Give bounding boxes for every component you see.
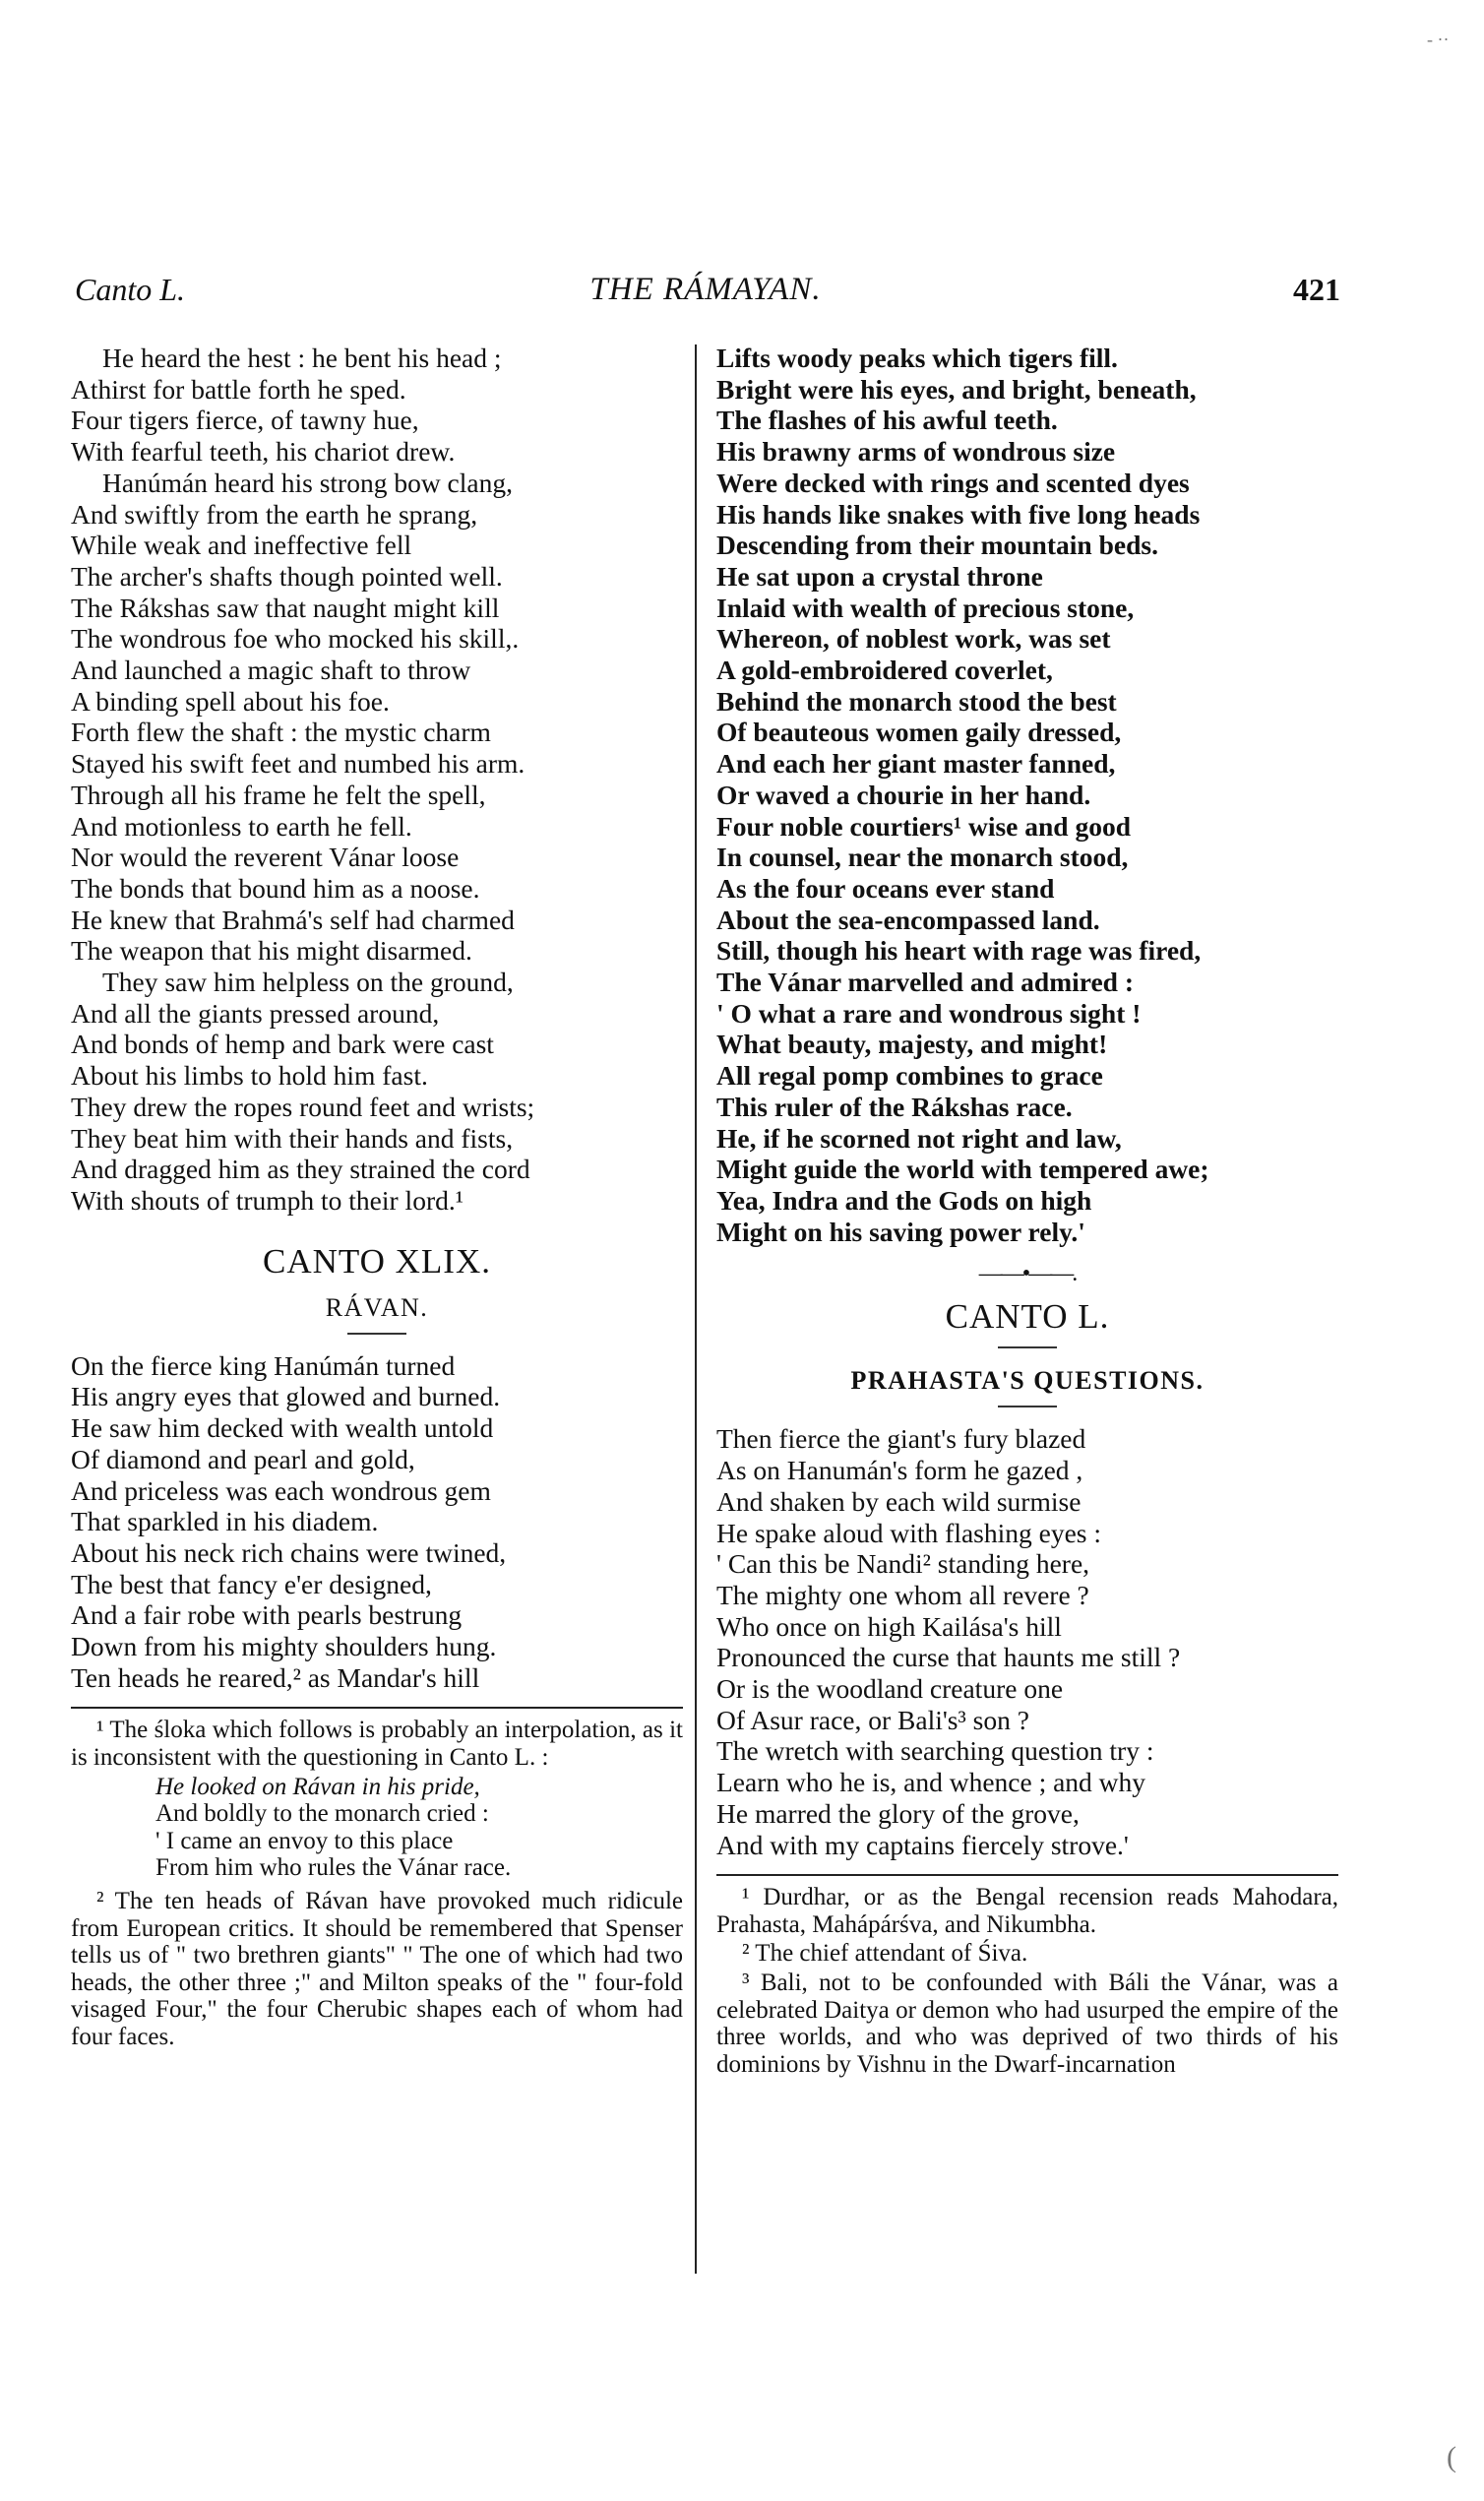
- verse-line: His hands like snakes with five long heads: [716, 498, 1201, 530]
- title-rule: [998, 1346, 1057, 1348]
- header-canto-label: Canto L.: [75, 272, 186, 307]
- footnote-1-quote-line: He looked on Rávan in his pride,: [155, 1773, 480, 1800]
- verse-line: ' Can this be Nandi² standing here,: [716, 1548, 1090, 1580]
- verse-line: He spake aloud with flashing eyes :: [716, 1517, 1102, 1548]
- canto-49-title: CANTO XLIX.: [262, 1241, 491, 1281]
- running-header: [71, 272, 1340, 321]
- verse-line: Then fierce the giant's fury blazed: [716, 1423, 1086, 1455]
- verse-line: And all the giants pressed around,: [71, 997, 440, 1029]
- verse-line: Four noble courtiers¹ wise and good: [716, 810, 1132, 842]
- verse-line: Yea, Indra and the Gods on high: [716, 1184, 1092, 1216]
- footnotes-right: [716, 1884, 1338, 2078]
- canto-49-subtitle: RÁVAN.: [325, 1292, 429, 1322]
- verse-block-canto-49-cont: [716, 343, 1338, 1247]
- verse-block-canto-50: [716, 1423, 1338, 1860]
- header-book-title: THE RÁMAYAN.: [589, 272, 822, 307]
- verse-line: Behind the monarch stood the best: [716, 685, 1117, 717]
- verse-line: Nor would the reverent Vánar loose: [71, 842, 460, 873]
- verse-line: Learn who he is, and whence ; and why: [716, 1767, 1146, 1798]
- verse-line: As on Hanumán's form he gazed ,: [716, 1455, 1083, 1486]
- verse-line: And a fair robe with pearls bestrung: [71, 1599, 463, 1631]
- verse-line: Might on his saving power rely.': [716, 1216, 1085, 1247]
- verse-line: And motionless to earth he fell.: [71, 810, 412, 842]
- verse-line: And each her giant master fanned,: [716, 748, 1116, 780]
- left-column: [71, 343, 683, 2053]
- verse-line: His angry eyes that glowed and burned.: [71, 1381, 501, 1412]
- footnote-2: ² The chief attendant of Śiva.: [742, 1940, 1028, 1968]
- verse-line: Inlaid with wealth of precious stone,: [716, 592, 1135, 623]
- verse-line: Or waved a chourie in her hand.: [716, 779, 1091, 810]
- footnote-1-quote-line: ' I came an envoy to this place: [155, 1827, 454, 1854]
- verse-line: The flashes of his awful teeth.: [716, 405, 1058, 436]
- verse-line: Hanúmán heard his strong bow clang,: [102, 467, 513, 498]
- page-number: 421: [1293, 272, 1340, 307]
- verse-line: The best that fancy e'er designed,: [71, 1568, 432, 1599]
- footnote-1: ¹ Durdhar, or as the Bengal recension reads Mahodara, Prahasta, Mahápárśva, and Nikumbha.: [716, 1884, 1338, 1938]
- verse-line: That sparkled in his diadem.: [71, 1506, 379, 1537]
- scan-mark: - ··: [1427, 30, 1450, 49]
- verse-line: They saw him helpless on the ground,: [102, 967, 514, 998]
- verse-line: The Vánar marvelled and admired :: [716, 967, 1134, 998]
- verse-line: Four tigers fierce, of tawny hue,: [71, 405, 419, 436]
- verse-line: The Rákshas saw that naught might kill: [71, 592, 500, 623]
- verse-line: He sat upon a crystal throne: [716, 560, 1043, 592]
- verse-line: Whereon, of noblest work, was set: [716, 623, 1111, 655]
- footnote-rule: [71, 1707, 683, 1709]
- verse-line: With shouts of trumph to their lord.¹: [71, 1184, 464, 1216]
- verse-line: And launched a magic shaft to throw: [71, 655, 471, 686]
- scan-mark: (: [1447, 2441, 1456, 2473]
- subtitle-rule: [998, 1406, 1057, 1407]
- canto-50-title: CANTO L.: [945, 1297, 1110, 1337]
- verse-line: This ruler of the Rákshas race.: [716, 1091, 1073, 1122]
- verse-line: What beauty, majesty, and might!: [716, 1029, 1108, 1060]
- verse-line: The wondrous foe who mocked his skill,.: [71, 623, 520, 655]
- verse-line: In counsel, near the monarch stood,: [716, 842, 1129, 873]
- verse-line: Were decked with rings and scented dyes: [716, 467, 1190, 498]
- verse-line: Bright were his eyes, and bright, beneath,: [716, 373, 1197, 405]
- verse-line: Down from his mighty shoulders hung.: [71, 1631, 497, 1662]
- verse-line: All regal pomp combines to grace: [716, 1060, 1103, 1092]
- verse-line: And swiftly from the earth he sprang,: [71, 498, 478, 530]
- verse-line: About the sea-encompassed land.: [716, 904, 1100, 935]
- footnote-1-quote-line: From him who rules the Vánar race.: [155, 1854, 512, 1882]
- verse-line: His brawny arms of wondrous size: [716, 436, 1116, 468]
- verse-line: On the fierce king Hanúmán turned: [71, 1349, 456, 1381]
- verse-line: Of Asur race, or Bali's³ son ?: [716, 1704, 1029, 1735]
- verse-line: A binding spell about his foe.: [71, 685, 390, 717]
- verse-line: Lifts woody peaks which tigers fill.: [716, 343, 1118, 373]
- verse-line: And bonds of hemp and bark were cast: [71, 1029, 494, 1060]
- verse-line: Descending from their mountain beds.: [716, 530, 1158, 561]
- canto-50-subtitle: PRAHASTA'S QUESTIONS.: [850, 1366, 1205, 1396]
- verse-line: A gold-embroidered coverlet,: [716, 655, 1053, 686]
- verse-line: And with my captains fiercely strove.': [716, 1829, 1129, 1860]
- subtitle-rule: [347, 1333, 406, 1335]
- verse-line: As the four oceans ever stand: [716, 872, 1055, 904]
- verse-line: With fearful teeth, his chariot drew.: [71, 436, 456, 468]
- verse-line: About his limbs to hold him fast.: [71, 1060, 428, 1092]
- verse-line: The archer's shafts though pointed well.: [71, 560, 503, 592]
- footnote-rule: [716, 1874, 1338, 1876]
- verse-line: Through all his frame he felt the spell,: [71, 779, 486, 810]
- verse-line: Might guide the world with tempered awe;: [716, 1154, 1209, 1185]
- verse-line: Forth flew the shaft : the mystic charm: [71, 717, 491, 748]
- verse-line: They drew the ropes round feet and wrists;: [71, 1091, 535, 1122]
- footnote-3: ³ Bali, not to be confounded with Báli the Vánar, was a celebrated Daitya or demon who had usurped the empire of the three worlds, and who was deprived of two thirds of his dominions by Vishnu in the Dwarf-incarnation: [716, 1970, 1338, 2078]
- verse-line: Still, though his heart with rage was fired,: [716, 935, 1202, 967]
- verse-line: He marred the glory of the grove,: [716, 1797, 1080, 1829]
- verse-line: The weapon that his might disarmed.: [71, 935, 472, 967]
- verse-line: Who once on high Kailása's hill: [716, 1610, 1062, 1642]
- section-ornament: ——•——.: [978, 1261, 1077, 1287]
- verse-line: He heard the hest : he bent his head ;: [102, 343, 502, 373]
- verse-line: Of diamond and pearl and gold,: [71, 1443, 415, 1474]
- verse-line: The bonds that bound him as a noose.: [71, 872, 480, 904]
- verse-line: And dragged him as they strained the cord: [71, 1154, 530, 1185]
- footnotes-left: [71, 1717, 683, 2050]
- verse-line: About his neck rich chains were twined,: [71, 1536, 507, 1568]
- verse-line: While weak and ineffective fell: [71, 530, 412, 561]
- verse-line: He knew that Brahmá's self had charmed: [71, 904, 515, 935]
- right-column: [716, 343, 1338, 2080]
- verse-line: The mighty one whom all revere ?: [716, 1579, 1089, 1610]
- footnote-1-intro: ¹ The śloka which follows is probably an interpolation, as it is inconsistent with the questioning in Canto L. :: [71, 1717, 683, 1772]
- footnote-2: ² The ten heads of Rávan have provoked much ridicule from European critics. It should be remembered that Spenser tells us of " two brethren giants" " The one of which had two heads, the other three ;" and Milton speaks of the " four-fold visaged Four," the four Cherubic shapes each of whom had four faces.: [71, 1887, 683, 2050]
- footnote-1-quote-line: And boldly to the monarch cried :: [155, 1800, 489, 1828]
- verse-line: ' O what a rare and wondrous sight !: [716, 997, 1142, 1029]
- verse-line: Ten heads he reared,² as Mandar's hill: [71, 1661, 480, 1693]
- verse-line: He, if he scorned not right and law,: [716, 1122, 1122, 1154]
- verse-line: And priceless was each wondrous gem: [71, 1474, 491, 1506]
- verse-line: Stayed his swift feet and numbed his arm.: [71, 748, 526, 780]
- verse-block-canto-49: [71, 1350, 683, 1694]
- verse-line: Of beauteous women gaily dressed,: [716, 717, 1122, 748]
- verse-line: Pronounced the curse that haunts me still ?: [716, 1642, 1181, 1673]
- verse-line: He saw him decked with wealth untold: [71, 1412, 494, 1444]
- verse-line: Or is the woodland creature one: [716, 1673, 1064, 1705]
- verse-line: And shaken by each wild surmise: [716, 1485, 1082, 1517]
- verse-line: Athirst for battle forth he sped.: [71, 373, 406, 405]
- verse-line: They beat him with their hands and fists,: [71, 1122, 514, 1154]
- verse-line: The wretch with searching question try :: [716, 1735, 1154, 1767]
- verse-block-canto-48-end: [71, 343, 683, 1217]
- column-divider: [695, 344, 697, 2274]
